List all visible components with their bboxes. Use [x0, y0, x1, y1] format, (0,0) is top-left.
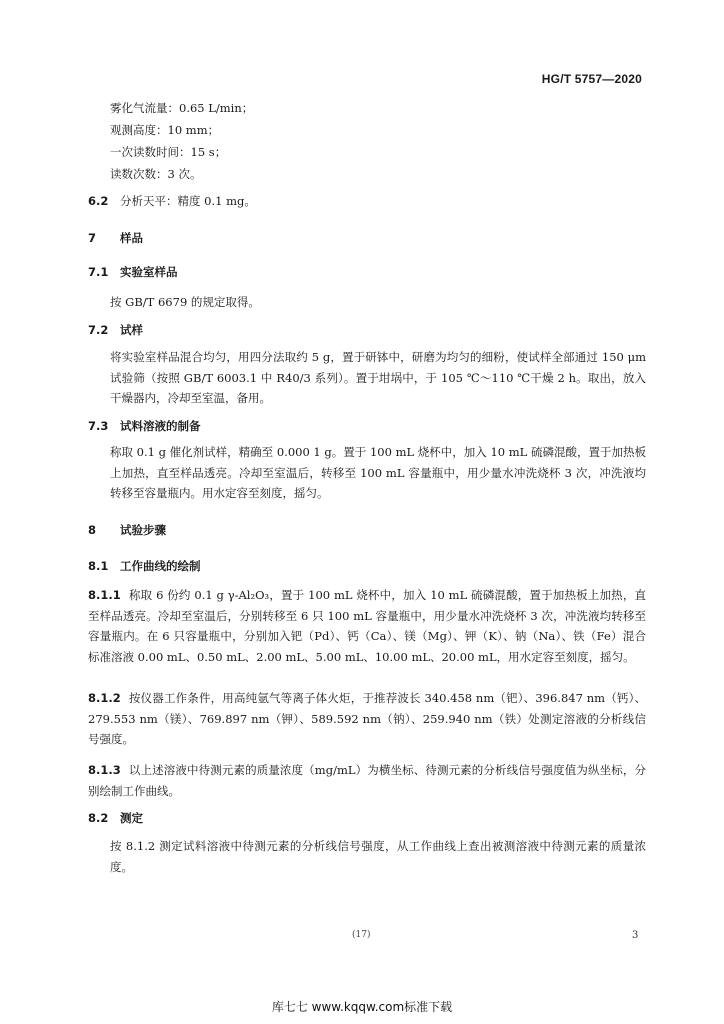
footer-mark: (17): [352, 930, 371, 940]
clause-number: 8.1.3: [88, 763, 121, 777]
clause-text: 分析天平：精度 0.1 mg。: [120, 194, 256, 208]
clause-number: 7.2: [88, 323, 109, 337]
clause-number: 8.1: [88, 559, 109, 573]
clause-number: 8.1.2: [88, 691, 121, 705]
section-heading-8: [88, 522, 166, 538]
paragraph-text: 按 8.1.2 测定试料溶液中待测元素的分析线信号强度，从工作曲线上查出被测溶液中待测元素的质量浓度。: [110, 839, 646, 874]
section-number: 8: [88, 523, 97, 537]
page-number: 3: [632, 930, 639, 941]
clause-number: 7.1: [88, 265, 109, 279]
clause-8-1-3: [88, 760, 646, 801]
section-title: 试验步骤: [120, 523, 166, 537]
clause-heading-7-2: [88, 322, 143, 338]
param-line: 雾化气流量：0.65 L/min；: [110, 101, 254, 115]
section-heading-7: [88, 230, 143, 246]
clause-title: 测定: [120, 811, 143, 825]
section-number: 7: [88, 231, 97, 245]
clause-heading-7-1: [88, 264, 178, 280]
clause-8-1-1: [88, 585, 646, 667]
param-line: 观测高度：10 mm；: [110, 123, 220, 137]
clause-number: 8.1.1: [88, 588, 121, 602]
paragraph-text: 以上述溶液中待测元素的质量浓度（mg/mL）为横坐标、待测元素的分析线信号强度值为纵坐标，分别绘制工作曲线。: [88, 763, 646, 798]
clause-body: [88, 347, 646, 409]
clause-heading-7-3: [88, 418, 201, 434]
clause-number: 8.2: [88, 811, 109, 825]
clause-title: 实验室样品: [120, 265, 178, 279]
watermark-text: 库七七 www.kqqw.com标准下载: [271, 1000, 453, 1014]
paragraph-text: 按仪器工作条件，用高纯氩气等离子体火炬，于推荐波长 340.458 nm（钯）、396.847 nm（钙）、279.553 nm（镁）、769.897 nm（钾）、589.592 nm（钠）、259.940 nm（铁）处测定溶液的分析线信号强度。: [88, 691, 646, 746]
standard-code: HG/T 5757—2020: [541, 72, 642, 86]
clause-body: 按 GB/T 6679 的规定取得。: [110, 295, 260, 309]
clause-number: 6.2: [88, 194, 109, 208]
param-line: 读数次数：3 次。: [110, 167, 202, 181]
clause-title: 试料溶液的制备: [120, 419, 201, 433]
param-line: 一次读数时间：15 s；: [110, 145, 227, 159]
paragraph-text: 将实验室样品混合均匀，用四分法取约 5 g，置于研钵中，研磨为均匀的细粉，使试样全部通过 150 μm 试验筛（按照 GB/T 6003.1 中 R40/3 系列）。置于坩埚中，于 105 ℃～110 ℃干燥 2 h。取出，放入干燥器内，冷却至室温，备用。: [110, 350, 646, 405]
paragraph-text: 称取 6 份约 0.1 g γ-Al₂O₃，置于 100 mL 烧杯中，加入 10 mL 硫磷混酸，置于加热板上加热，直至样品透亮。冷却至室温后，分别转移至 6 只 100 mL 容量瓶中，用少量水冲洗烧杯 3 次，冲洗液均转移至容量瓶内。在 6 只容量瓶中，分别加入钯（Pd）、钙（Ca）、镁（Mg）、钾（K）、钠（Na）、铁（Fe）混合标准溶液 0.00 mL、0.50 mL、2.00 mL、5.00 mL、10.00 mL、20.00 mL，用水定容至刻度，摇匀。: [88, 588, 646, 664]
section-title: 样品: [120, 231, 143, 245]
clause-heading-8-1: [88, 558, 201, 574]
clause-title: 试样: [120, 323, 143, 337]
paragraph-text: 称取 0.1 g 催化剂试样，精确至 0.000 1 g。置于 100 mL 烧杯中，加入 10 mL 硫磷混酸，置于加热板上加热，直至样品透亮。冷却至室温后，转移至 100 mL 容量瓶中，用少量水冲洗烧杯 3 次，冲洗液均转移至容量瓶内。用水定容至刻度，摇匀。: [110, 445, 646, 500]
clause-8-1-2: [88, 688, 646, 750]
clause-body: [88, 836, 646, 877]
clause-title: 工作曲线的绘制: [120, 559, 201, 573]
clause-6-2: [88, 193, 256, 209]
clause-body: [88, 442, 646, 504]
clause-number: 7.3: [88, 419, 109, 433]
clause-heading-8-2: [88, 810, 143, 826]
